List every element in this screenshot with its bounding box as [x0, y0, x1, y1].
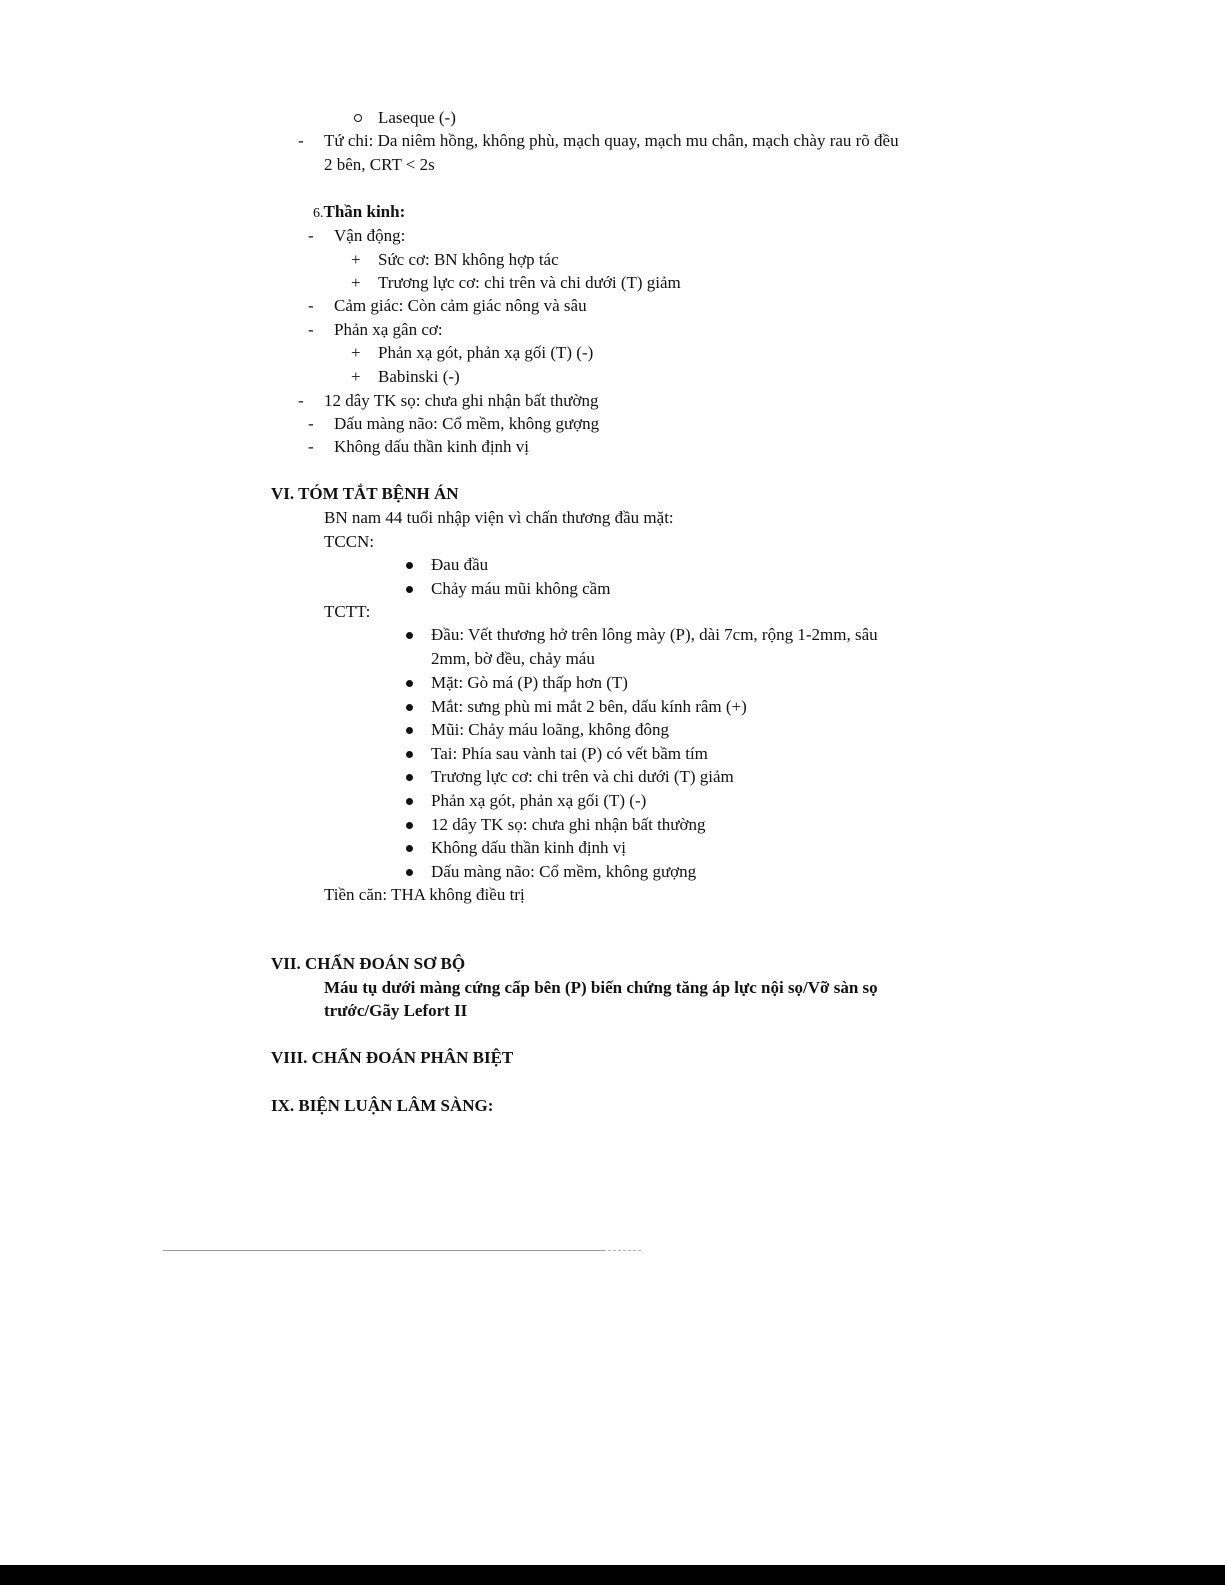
focal-text: Không dấu thần kinh định vị [334, 437, 530, 456]
dash-marker: - [298, 131, 304, 150]
bullet-icon [406, 704, 413, 711]
tctt-item: Không dấu thần kinh định vị [431, 838, 627, 857]
dash-marker: - [308, 437, 314, 456]
plus-marker: + [351, 343, 361, 362]
tctt-item: Mũi: Chảy máu loãng, không đông [431, 720, 669, 739]
bullet-icon [406, 751, 413, 758]
tctt-item: Phản xạ gót, phản xạ gối (T) (-) [431, 791, 647, 810]
dash-marker: - [298, 391, 304, 410]
tctt-item: Dấu màng não: Cổ mềm, không gượng [431, 862, 697, 881]
tctt-item: 12 dây TK sọ: chưa ghi nhận bất thường [431, 815, 706, 834]
tccn-item: Đau đầu [431, 555, 489, 574]
neuro-title: Thần kinh: [323, 202, 406, 221]
bullet-icon [406, 822, 413, 829]
tctt-item-head-line1: Đầu: Vết thương hở trên lông mày (P), dài 7cm, rộng 1-2mm, sâu [431, 625, 878, 644]
bullet-icon [406, 562, 413, 569]
limbs-text-line2: 2 bên, CRT < 2s [324, 155, 435, 174]
argument-heading: IX. BIỆN LUẬN LÂM SÀNG: [271, 1096, 494, 1115]
bullet-icon [406, 680, 413, 687]
sensation-text: Cảm giác: Còn cảm giác nông và sâu [334, 296, 587, 315]
footnote-separator-dotted [603, 1250, 643, 1251]
tctt-item-head-line2: 2mm, bờ đều, chảy máu [431, 649, 595, 668]
motor-text: Vận động: [334, 226, 406, 245]
bullet-icon [406, 632, 413, 639]
plus-marker: + [351, 273, 361, 292]
bullet-icon [406, 774, 413, 781]
dash-marker: - [308, 226, 314, 245]
dash-marker: - [308, 296, 314, 315]
page-bottom-bar [0, 1565, 1225, 1585]
summary-intro: BN nam 44 tuổi nhập viện vì chấn thương đầu mặt: [324, 508, 674, 527]
diagnosis-line2: trước/Gãy Lefort II [324, 1001, 468, 1020]
summary-heading: VI. TÓM TẮT BỆNH ÁN [271, 484, 459, 503]
bullet-icon [406, 586, 413, 593]
tctt-item: Mắt: sưng phù mi mắt 2 bên, dấu kính râm (+) [431, 697, 747, 716]
bullet-icon [406, 798, 413, 805]
tccn-item: Chảy máu mũi không cầm [431, 579, 611, 598]
tctt-label: TCTT: [324, 602, 371, 621]
tccn-label: TCCN: [324, 532, 375, 551]
dash-marker: - [308, 414, 314, 433]
diagnosis-heading: VII. CHẨN ĐOÁN SƠ BỘ [271, 954, 466, 973]
laseque-text: Laseque (-) [378, 108, 456, 127]
footnote-separator [163, 1250, 603, 1251]
tctt-item: Tai: Phía sau vành tai (P) có vết bầm tím [431, 744, 708, 763]
neuro-number: 6. [313, 206, 324, 221]
neuro-heading [313, 201, 405, 225]
meningeal-text: Dấu màng não: Cổ mềm, không gượng [334, 414, 600, 433]
strength-text: Sức cơ: BN không hợp tác [378, 250, 559, 269]
limbs-text-line1: Tứ chi: Da niêm hồng, không phù, mạch quay, mạch mu chân, mạch chày rau rõ đều [324, 131, 899, 150]
babinski-text: Babinski (-) [378, 367, 460, 386]
reflex-text: Phản xạ gân cơ: [334, 320, 443, 339]
dash-marker: - [308, 320, 314, 339]
bullet-icon [406, 845, 413, 852]
diagnosis-line1: Máu tụ dưới màng cứng cấp bên (P) biến chứng tăng áp lực nội sọ/Vỡ sàn sọ [324, 978, 878, 997]
plus-marker: + [351, 250, 361, 269]
reflex-heel-knee-text: Phản xạ gót, phản xạ gối (T) (-) [378, 343, 594, 362]
bullet-icon [406, 869, 413, 876]
tctt-item: Trương lực cơ: chi trên và chi dưới (T) giảm [431, 767, 734, 786]
bullet-icon [406, 727, 413, 734]
hollow-bullet-icon [354, 114, 362, 122]
history-text: Tiền căn: THA không điều trị [324, 885, 525, 904]
differential-heading: VIII. CHẨN ĐOÁN PHÂN BIỆT [271, 1048, 514, 1067]
tone-text: Trương lực cơ: chi trên và chi dưới (T) giảm [378, 273, 681, 292]
plus-marker: + [351, 367, 361, 386]
tctt-item: Mặt: Gò má (P) thấp hơn (T) [431, 673, 628, 692]
cranial-text: 12 dây TK sọ: chưa ghi nhận bất thường [324, 391, 599, 410]
